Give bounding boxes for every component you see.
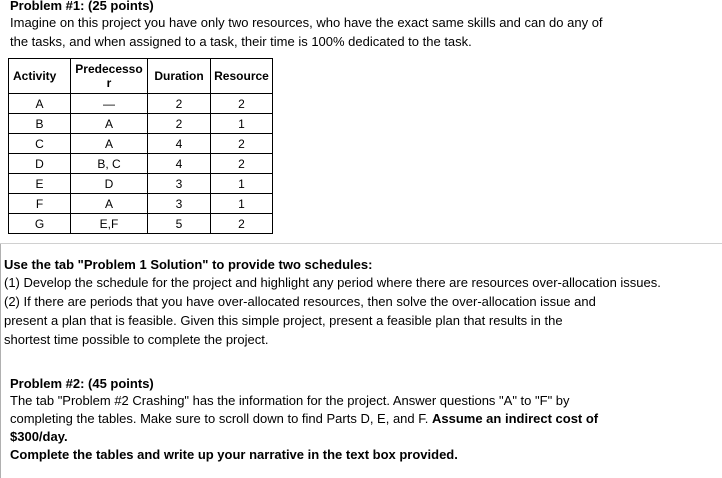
table-header-row bbox=[9, 59, 273, 94]
problem2-line2-normal: completing the tables. Make sure to scroll down to find Parts D, E, and F. bbox=[10, 411, 432, 426]
solution-line4: shortest time possible to complete the project. bbox=[4, 332, 269, 347]
header-activity: Activity bbox=[9, 59, 71, 94]
header-predecessor-line1: Predecesso bbox=[75, 62, 143, 76]
table-row bbox=[9, 134, 273, 154]
text-box-left-border bbox=[0, 244, 1, 478]
cell-predecessor: B, C bbox=[71, 154, 148, 174]
problem2-line4: Complete the tables and write up your narrative in the text box provided. bbox=[10, 447, 458, 462]
problem2-line1: The tab "Problem #2 Crashing" has the information for the project. Answer questions "A" to "F" by bbox=[10, 393, 570, 408]
cell-duration: 4 bbox=[148, 134, 211, 154]
problem1-intro-line2: the tasks, and when assigned to a task, their time is 100% dedicated to the task. bbox=[10, 34, 472, 49]
problem2-line2-bold: Assume an indirect cost of bbox=[431, 411, 599, 426]
cell-activity: G bbox=[9, 214, 71, 234]
cell-duration: 4 bbox=[148, 154, 211, 174]
header-predecessor-line2: r bbox=[106, 76, 112, 90]
cell-duration: 3 bbox=[148, 174, 211, 194]
cell-predecessor: A bbox=[71, 134, 148, 154]
solution-line3: present a plan that is feasible. Given this simple project, present a feasible plan that results in the bbox=[4, 313, 563, 328]
table-row bbox=[9, 174, 273, 194]
solution-line1: (1) Develop the schedule for the project and highlight any period where there are resources over-allocation issues. bbox=[4, 275, 661, 290]
table-row bbox=[9, 114, 273, 134]
cell-activity: C bbox=[9, 134, 71, 154]
activity-table bbox=[8, 58, 273, 234]
table-row bbox=[9, 194, 273, 214]
header-predecessor bbox=[71, 59, 148, 94]
cell-predecessor: — bbox=[71, 94, 148, 114]
problem1-intro-line1: Imagine on this project you have only two resources, who have the exact same skills and can do any of bbox=[10, 15, 603, 30]
problem1-title: Problem #1: (25 points) bbox=[10, 0, 154, 13]
cell-activity: F bbox=[9, 194, 71, 214]
cell-resource: 2 bbox=[211, 94, 273, 114]
cell-resource: 1 bbox=[211, 114, 273, 134]
cell-duration: 5 bbox=[148, 214, 211, 234]
cell-activity: A bbox=[9, 94, 71, 114]
cell-activity: D bbox=[9, 154, 71, 174]
cell-predecessor: E,F bbox=[71, 214, 148, 234]
table-row bbox=[9, 94, 273, 114]
problem2-line2 bbox=[10, 410, 598, 428]
cell-resource: 2 bbox=[211, 134, 273, 154]
cell-duration: 2 bbox=[148, 94, 211, 114]
cell-duration: 2 bbox=[148, 114, 211, 134]
header-duration: Duration bbox=[148, 59, 211, 94]
cell-activity: E bbox=[9, 174, 71, 194]
cell-duration: 3 bbox=[148, 194, 211, 214]
cell-predecessor: A bbox=[71, 194, 148, 214]
cell-resource: 1 bbox=[211, 194, 273, 214]
problem2-title: Problem #2: (45 points) bbox=[10, 376, 154, 391]
cell-predecessor: D bbox=[71, 174, 148, 194]
header-resource: Resource bbox=[211, 59, 273, 94]
table-row bbox=[9, 154, 273, 174]
cell-resource: 1 bbox=[211, 174, 273, 194]
cell-resource: 2 bbox=[211, 154, 273, 174]
solution-heading: Use the tab "Problem 1 Solution" to provide two schedules: bbox=[4, 257, 373, 272]
table-row bbox=[9, 214, 273, 234]
solution-line2: (2) If there are periods that you have over-allocated resources, then solve the over-allocation issue and bbox=[4, 294, 596, 309]
section-divider bbox=[0, 243, 722, 244]
problem2-line3: $300/day. bbox=[10, 429, 68, 444]
cell-activity: B bbox=[9, 114, 71, 134]
cell-resource: 2 bbox=[211, 214, 273, 234]
cell-predecessor: A bbox=[71, 114, 148, 134]
